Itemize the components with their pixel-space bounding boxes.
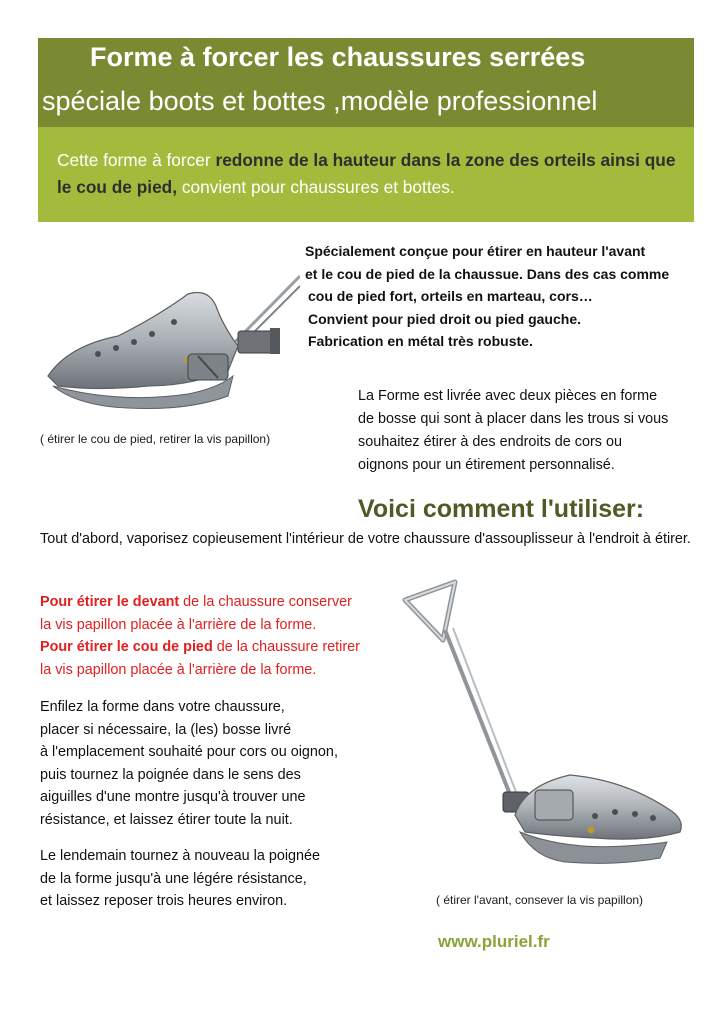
how-to-intro: Tout d'abord, vaporisez copieusement l'intérieur de votre chaussure d'assouplisseur à l'endroit à étirer.	[40, 531, 691, 547]
instruction-front	[40, 591, 390, 614]
feature-line: cou de pied fort, orteils en marteau, cors…	[308, 288, 593, 304]
instruction-neck-line2: la vis papillon placée à l'arrière de la forme.	[40, 661, 317, 678]
delivery-line: de bosse qui sont à placer dans les trous si vous	[358, 411, 669, 427]
delivery-line: La Forme est livrée avec deux pièces en forme	[358, 388, 658, 404]
instruction-neck-bold: Pour étirer le cou de pied	[40, 639, 213, 655]
step-line: Enfilez la forme dans votre chaussure,	[40, 699, 285, 715]
step-line: et laissez reposer trois heures environ.	[40, 893, 288, 909]
instruction-neck-rest: de la chaussure retirer	[212, 639, 360, 655]
stretcher-photo-neck	[38, 236, 300, 426]
instruction-front-rest: de la chaussure conserver	[179, 594, 352, 610]
step-line: de la forme jusqu'à une légére résistance,	[40, 870, 307, 887]
step-line: aiguilles d'une montre jusqu'à trouver une	[40, 789, 306, 805]
photo-caption-neck: ( étirer le cou de pied, retirer la vis papillon)	[40, 432, 271, 446]
summary-bold: redonne de la hauteur dans la zone des orteils ainsi que le cou de pied,	[57, 150, 676, 197]
feature-line: Fabrication en métal très robuste.	[308, 333, 533, 349]
step-line: puis tournez la poignée dans le sens des	[40, 766, 301, 783]
summary-text	[57, 147, 687, 201]
delivery-text	[358, 385, 698, 477]
how-to-title: Voici comment l'utiliser:	[358, 495, 645, 523]
delivery-line: souhaitez étirer à des endroits de cors ou	[358, 434, 622, 450]
instruction-front-line2: la vis papillon placée à l'arrière de la forme.	[40, 616, 317, 633]
page-title: Forme à forcer les chaussures serrées	[90, 42, 586, 72]
step-line: placer si nécessaire, la (les) bosse livré	[40, 721, 292, 738]
instruction-neck	[40, 636, 390, 659]
summary-part2: convient pour chaussures et bottes.	[177, 177, 455, 197]
usage-steps	[40, 696, 390, 831]
next-day-steps	[40, 845, 390, 913]
website-link[interactable]: www.pluriel.fr	[438, 932, 550, 951]
step-line: Le lendemain tournez à nouveau la poignée	[40, 848, 321, 864]
stretch-instructions	[40, 591, 390, 681]
instruction-front-bold: Pour étirer le devant	[40, 594, 180, 610]
photo-caption-front: ( étirer l'avant, consever la vis papillon)	[436, 893, 644, 907]
delivery-line: oignons pour un étirement personnalisé.	[358, 457, 615, 473]
feature-line: Convient pour pied droit ou pied gauche.	[308, 310, 581, 327]
feature-line: et le cou de pied de la chaussue. Dans des cas comme	[305, 265, 670, 282]
summary-part1: Cette forme à forcer	[57, 150, 216, 170]
feature-line: Spécialement conçue pour étirer en hauteur l'avant	[305, 243, 646, 259]
step-line: à l'emplacement souhaité pour cors ou oignon,	[40, 744, 338, 760]
features-list	[305, 240, 700, 353]
step-line: résistance, et laissez étirer toute la nuit.	[40, 811, 293, 828]
page-subtitle: spéciale boots et bottes ,modèle professionnel	[42, 86, 598, 116]
summary-banner	[38, 127, 694, 222]
stretcher-photo-front	[395, 570, 695, 890]
header-banner	[38, 38, 694, 127]
